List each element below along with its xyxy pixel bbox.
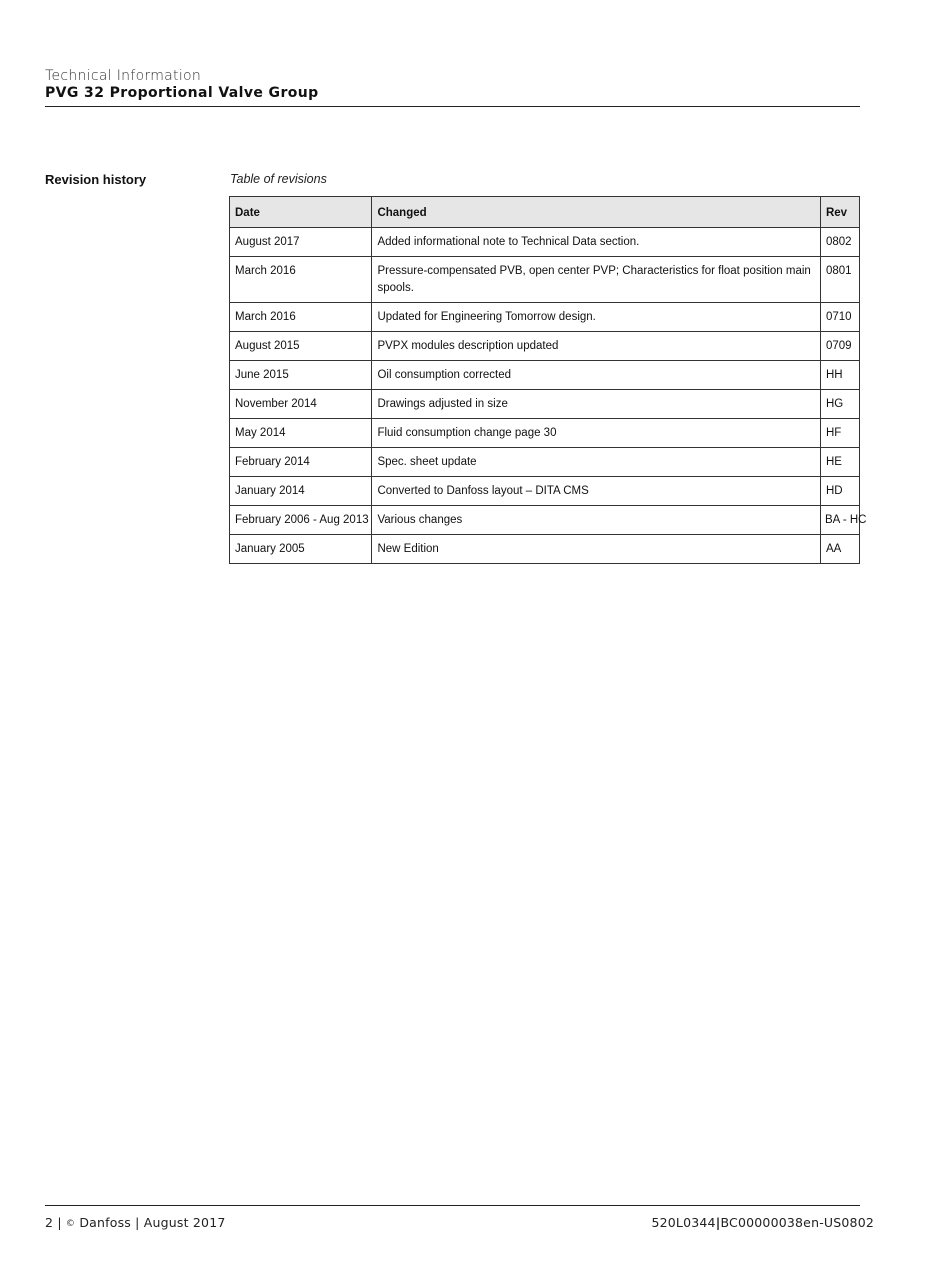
cell-changed: Spec. sheet update — [372, 448, 820, 477]
document-title: PVG 32 Proportional Valve Group — [45, 85, 319, 101]
cell-date: November 2014 — [230, 390, 372, 419]
table-row — [230, 390, 860, 419]
cell-rev: HG — [820, 390, 859, 419]
cell-rev: 0710 — [820, 303, 859, 332]
footer-left: 2 | © Danfoss | August 2017 — [45, 1215, 226, 1230]
cell-date: March 2016 — [230, 257, 372, 303]
table-row — [230, 257, 860, 303]
cell-date: February 2006 - Aug 2013 — [230, 506, 372, 535]
table-row — [230, 303, 860, 332]
cell-date: June 2015 — [230, 361, 372, 390]
cell-date: August 2017 — [230, 228, 372, 257]
cell-rev: AA — [820, 535, 859, 564]
cell-changed: Updated for Engineering Tomorrow design. — [372, 303, 820, 332]
cell-date: January 2005 — [230, 535, 372, 564]
cell-date: August 2015 — [230, 332, 372, 361]
column-header-date: Date — [230, 197, 372, 228]
cell-rev: BA - HC — [820, 506, 859, 535]
table-header-row — [230, 197, 860, 228]
table-row — [230, 332, 860, 361]
cell-date: January 2014 — [230, 477, 372, 506]
cell-changed: Various changes — [372, 506, 820, 535]
document-type: Technical Information — [45, 68, 202, 84]
cell-rev: HE — [820, 448, 859, 477]
page-number: 2 — [45, 1215, 54, 1230]
footer-divider — [45, 1205, 860, 1206]
cell-changed: Oil consumption corrected — [372, 361, 820, 390]
page-header — [45, 68, 860, 102]
table-row — [230, 419, 860, 448]
section-heading: Revision history — [45, 172, 147, 187]
copyright-symbol: © — [65, 1219, 76, 1229]
cell-date: May 2014 — [230, 419, 372, 448]
cell-rev: HH — [820, 361, 859, 390]
table-row — [230, 506, 860, 535]
table-row — [230, 228, 860, 257]
revisions-table — [229, 196, 867, 564]
cell-changed: Added informational note to Technical Data section. — [372, 228, 820, 257]
footer-right: 520L0344|BC00000038en-US0802 — [651, 1215, 874, 1230]
cell-rev: 0801 — [820, 257, 859, 303]
header-divider — [45, 106, 860, 107]
table-row — [230, 361, 860, 390]
document-code: BC00000038en-US0802 — [720, 1215, 874, 1230]
cell-changed: PVPX modules description updated — [372, 332, 820, 361]
cell-date: February 2014 — [230, 448, 372, 477]
publication-date: August 2017 — [143, 1215, 226, 1230]
cell-rev: HD — [820, 477, 859, 506]
table-row — [230, 535, 860, 564]
cell-rev: 0709 — [820, 332, 859, 361]
column-header-changed: Changed — [372, 197, 820, 228]
document-number: 520L0344 — [651, 1215, 716, 1230]
cell-rev: HF — [820, 419, 859, 448]
cell-rev: 0802 — [820, 228, 859, 257]
cell-date: March 2016 — [230, 303, 372, 332]
table-caption: Table of revisions — [230, 172, 327, 186]
column-header-rev: Rev — [820, 197, 859, 228]
cell-changed: Drawings adjusted in size — [372, 390, 820, 419]
cell-changed: New Edition — [372, 535, 820, 564]
company-name: Danfoss — [79, 1215, 131, 1230]
table-row — [230, 448, 860, 477]
cell-changed: Pressure-compensated PVB, open center PVP; Characteristics for float position main spools. — [372, 257, 820, 303]
cell-changed: Fluid consumption change page 30 — [372, 419, 820, 448]
table-row — [230, 477, 860, 506]
cell-changed: Converted to Danfoss layout – DITA CMS — [372, 477, 820, 506]
